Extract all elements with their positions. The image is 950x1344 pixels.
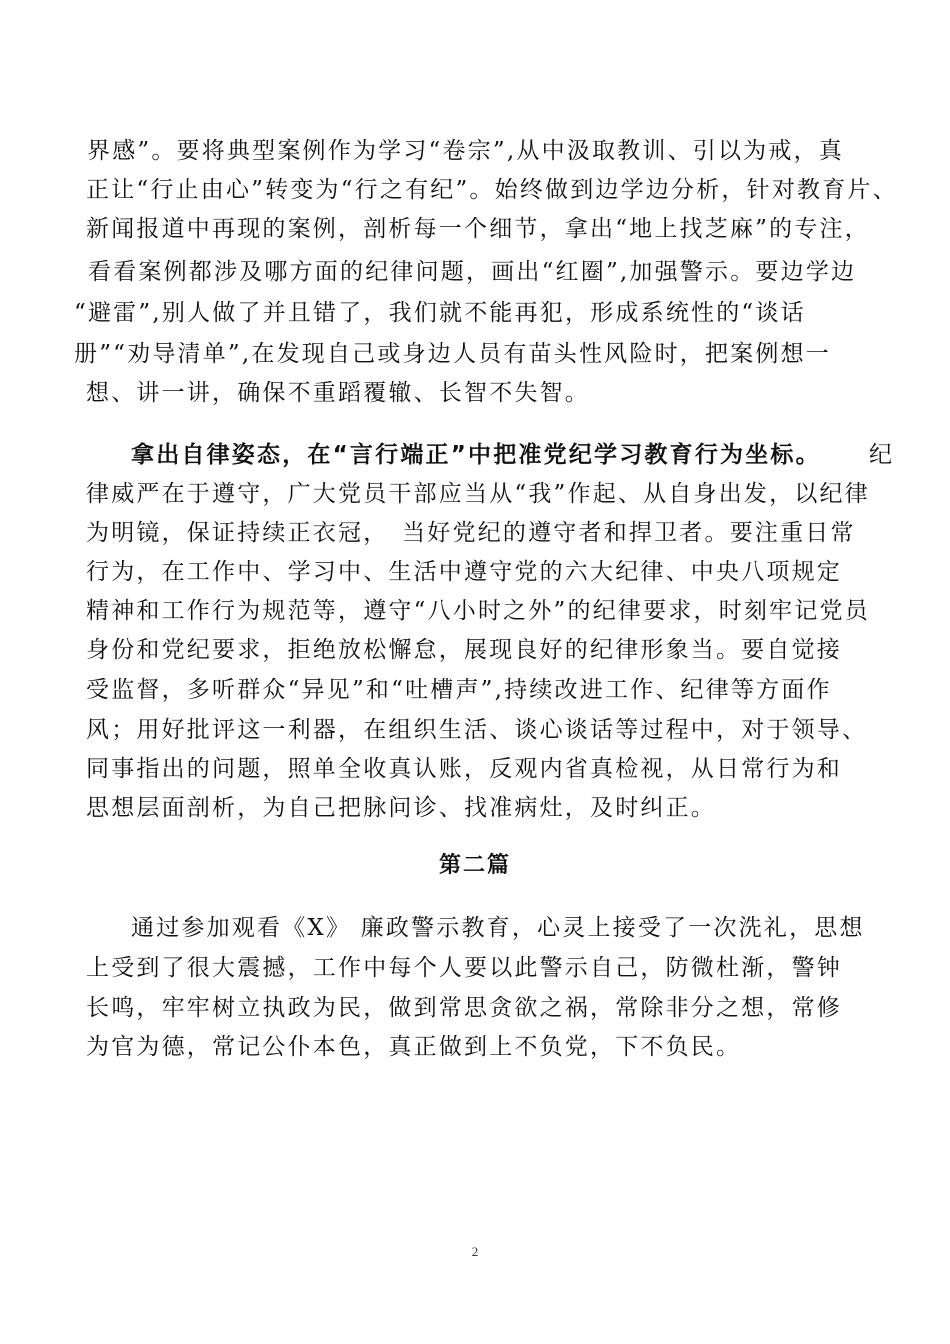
text-line: 为明镜，保证持续正衣冠， 当好党纪的遵守者和捍卫者。要注重日常 [86, 520, 856, 546]
text-line: 同事指出的问题，照单全收真认账，反观内省真检视，从日常行为和 [86, 756, 842, 782]
text-line: 行为，在工作中、学习中、生活中遵守党的六大纪律、中央八项规定 [86, 559, 842, 585]
text-line: 精神和工作行为规范等，遵守“八小时之外”的纪律要求，时刻牢记党员 [86, 598, 870, 624]
section-heading: 第二篇 [438, 853, 511, 878]
text-line: 思想层面剖析，为自己把脉问诊、找准病灶，及时纠正。 [86, 795, 716, 821]
text-line: 身份和党纪要求，拒绝放松懈怠，展现良好的纪律形象当。要自觉接 [86, 637, 842, 663]
text-line: 长鸣，牢牢树立执政为民，做到常思贪欲之祸，常除非分之想，常修 [86, 995, 842, 1021]
lead-tail-text: 纪 [869, 442, 895, 468]
text-line: 看看案例都涉及哪方面的纪律问题，画出“红圈”,加强警示。要边学边 [88, 259, 857, 285]
text-line: “避雷”,别人做了并且错了，我们就不能再犯，形成系统性的“谈话 [74, 300, 806, 326]
text-line: 正让“行止由心”转变为“行之有纪”。始终做到边学边分析，针对教育片、 [86, 177, 898, 203]
text-line: 受监督，多听群众“异见”和“吐槽声”,持续改进工作、纪律等方面作 [86, 677, 832, 703]
bold-lead-line [131, 440, 821, 470]
page-number: 2 [471, 1244, 479, 1259]
text-line: 风；用好批评这一利器，在组织生活、谈心谈话等过程中，对于领导、 [86, 717, 868, 743]
text-line: 通过参加观看《X》 廉政警示教育，心灵上接受了一次洗礼，思想 [131, 915, 865, 941]
text-line: 新闻报道中再现的案例，剖析每一个细节，拿出“地上找芝麻”的专注， [86, 216, 870, 242]
text-line: 想、讲一讲，确保不重蹈覆辙、长智不失智。 [86, 380, 590, 406]
text-line: 界感”。要将典型案例作为学习“卷宗”,从中汲取教训、引以为戒，真 [87, 138, 844, 164]
bold-lead-sentence: 拿出自律姿态，在“言行端正”中把准党纪学习教育行为坐标。 [131, 442, 821, 468]
text-line: 律威严在于遵守，广大党员干部应当从“我”作起、从自身出发，以纪律 [86, 481, 870, 507]
text-line: 为官为德，常记公仆本色，真正做到上不负党，下不负民。 [86, 1034, 742, 1060]
text-line: 上受到了很大震撼，工作中每个人要以此警示自己，防微杜渐，警钟 [86, 955, 842, 981]
text-line: 册”“劝导清单”,在发现自己或身边人员有苗头性风险时，把案例想一 [74, 341, 831, 367]
